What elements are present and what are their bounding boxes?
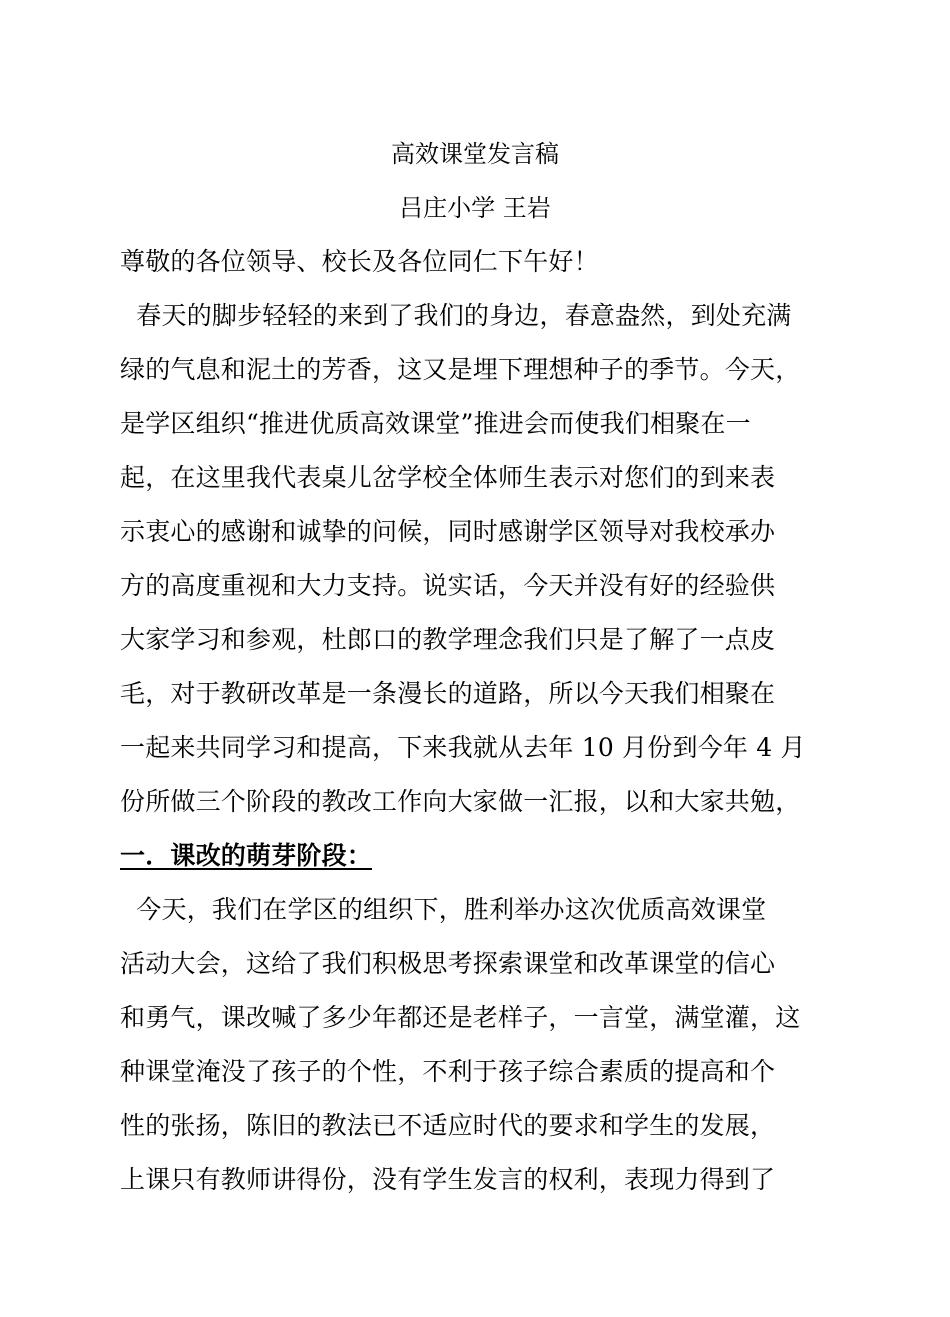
paragraph-line: 方的高度重视和大力支持。说实话，今天并没有好的经验供: [120, 571, 776, 600]
greeting-line: 尊敬的各位领导、校长及各位同仁下午好！: [120, 247, 599, 276]
paragraph-line: 性的张扬，陈旧的教法已不适应时代的要求和学生的发展，: [120, 1111, 776, 1140]
paragraph-line: 活动大会，这给了我们积极思考探索课堂和改革课堂的信心: [120, 949, 776, 978]
paragraph-line: 一起来共同学习和提高，下来我就从去年 10 月份到今年 4 月: [120, 733, 806, 762]
author-line: 吕庄小学 王岩: [399, 194, 551, 222]
paragraph-line: 今天，我们在学区的组织下，胜利举办这次优质高效课堂: [120, 895, 767, 924]
paragraph-line: 上课只有教师讲得份，没有学生发言的权利，表现力得到了: [120, 1165, 776, 1194]
paragraph-line: 种课堂淹没了孩子的个性，不利于孩子综合素质的提高和个: [120, 1057, 776, 1086]
paragraph-line: 是学区组织“推进优质高效课堂”推进会而使我们相聚在一: [120, 409, 751, 438]
paragraph-line: 绿的气息和泥土的芳香，这又是埋下理想种子的季节。今天，: [120, 355, 801, 384]
paragraph-line: 示衷心的感谢和诚挚的问候，同时感谢学区领导对我校承办: [120, 517, 776, 546]
paragraph-line: 和勇气，课改喊了多少年都还是老样子，一言堂，满堂灌，这: [120, 1003, 801, 1032]
section-heading: 一．课改的萌芽阶段：: [120, 841, 373, 870]
paragraph-line: 大家学习和参观，杜郎口的教学理念我们只是了解了一点皮: [120, 625, 776, 654]
paragraph-line: 起，在这里我代表桌儿岔学校全体师生表示对您们的到来表: [120, 463, 776, 492]
paragraph-line: 毛，对于教研改革是一条漫长的道路，所以今天我们相聚在: [120, 679, 776, 708]
paragraph-line: 春天的脚步轻轻的来到了我们的身边，春意盎然，到处充满: [120, 301, 792, 330]
paragraph-line: 份所做三个阶段的教改工作向大家做一汇报，以和大家共勉，: [120, 787, 801, 816]
document-title: 高效课堂发言稿: [391, 140, 559, 168]
